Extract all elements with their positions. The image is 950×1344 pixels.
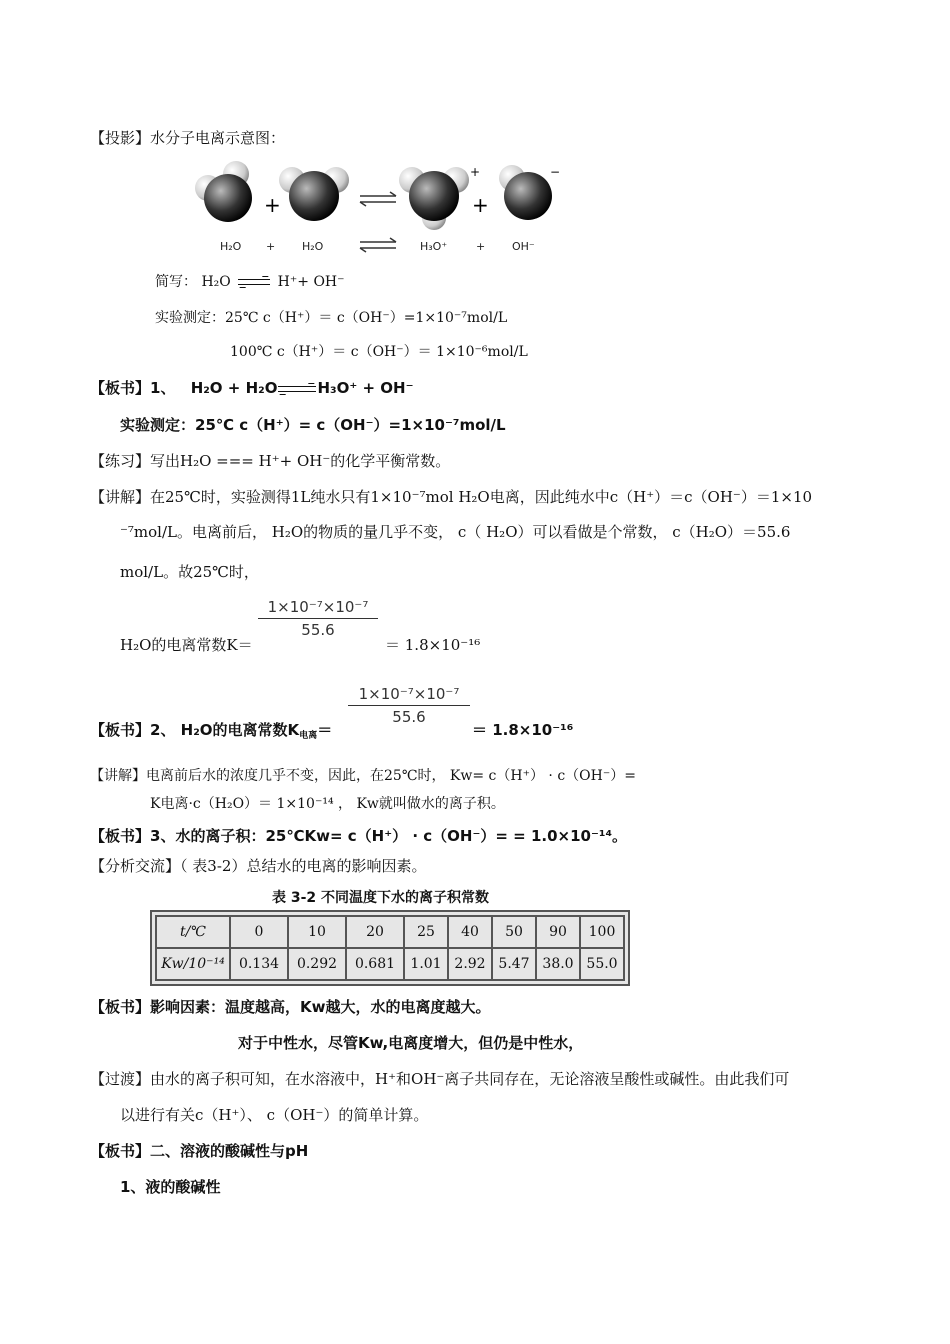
table-cell: 100 — [580, 916, 624, 948]
constant-right: ＝ 1.8×10⁻¹⁶ — [385, 636, 481, 654]
table-cell: Kw/10⁻¹⁴ — [156, 948, 230, 980]
board-eq-2: ＝ — [317, 721, 333, 739]
projection-line — [90, 128, 285, 148]
subscript-ionization: 电离 — [299, 731, 318, 741]
tag-board: 【板书】 — [90, 827, 151, 845]
analysis-line — [90, 856, 426, 876]
board-line-5: 对于中性水，尽管Kw,电离度增大，但仍是中性水， — [238, 1034, 584, 1052]
molecule-diagram — [190, 160, 570, 260]
board-text-3: 3、水的离子积：25℃Kw= c（H⁺） · c（OH⁻）= = 1.0×10⁻¹⁴。 — [150, 827, 628, 845]
explanation-line-5: K电离·c（H₂O）＝ 1×10⁻¹⁴ ， Kw就叫做水的离子积。 — [150, 796, 505, 812]
fraction-2 — [348, 685, 470, 726]
table-cell: 50 — [492, 916, 536, 948]
water-ionization-figure — [190, 160, 570, 260]
explanation-line-1 — [90, 487, 812, 507]
board-products: H₃O⁺ + OH⁻ — [317, 379, 414, 397]
table-cell: 0.681 — [346, 948, 404, 980]
constant-left: H₂O的电离常数K＝ — [120, 636, 253, 654]
table-cell: 0.134 — [230, 948, 288, 980]
fraction-2-bar — [348, 705, 470, 706]
table-cell: 1.01 — [404, 948, 448, 980]
board-measurement: 实验测定：25℃ c（H⁺）= c（OH⁻）=1×10⁻⁷mol/L — [120, 416, 506, 434]
board-text-4: 影响因素：温度越高，Kw越大，水的电离度越大。 — [150, 998, 491, 1016]
analysis-text: （ 表3-2）总结水的电离的影响因素。 — [180, 857, 427, 875]
label-plus-1: + — [266, 240, 276, 253]
negative-charge-sign: − — [550, 165, 561, 179]
board-line-1 — [90, 378, 413, 398]
equilibrium-arrow-icon — [278, 384, 316, 394]
fraction-2-numerator: 1×10⁻⁷×10⁻⁷ — [358, 685, 460, 703]
hydroxide-ion — [499, 165, 552, 220]
table-caption: 表 3-2 不同温度下水的离子积常数 — [272, 890, 490, 906]
explanation-line-3: mol/L。故25℃时， — [120, 563, 259, 581]
board-line-3 — [90, 826, 627, 846]
water-molecule-2 — [279, 167, 349, 221]
shorthand-line — [155, 272, 345, 292]
fraction-1-numerator: 1×10⁻⁷×10⁻⁷ — [267, 598, 369, 616]
table-cell: 2.92 — [448, 948, 492, 980]
table-cell: 20 — [346, 916, 404, 948]
section-heading: 1、液的酸碱性 — [120, 1178, 221, 1196]
table-cell: 0 — [230, 916, 288, 948]
tag-exercise: 【练习】 — [90, 452, 151, 470]
label-h2o-2: H₂O — [302, 240, 324, 253]
board-line-6 — [90, 1141, 308, 1161]
table-cell: 5.47 — [492, 948, 536, 980]
tag-explanation: 【讲解】 — [90, 768, 146, 784]
tag-board: 【板书】 — [90, 1142, 151, 1160]
explanation-line-4 — [90, 766, 636, 786]
equilibrium-arrow — [360, 192, 396, 206]
table-cell: 38.0 — [536, 948, 580, 980]
board-num-1: 1、 — [150, 379, 176, 397]
explanation-line-2: ⁻⁷mol/L。电离前后， H₂O的物质的量几乎不变， c（ H₂O）可以看做是个常数， c（H₂O）＝55.6 — [120, 523, 791, 541]
exercise-line — [90, 451, 450, 471]
table-cell: 10 — [288, 916, 346, 948]
transition-text-1: 由水的离子积可知，在水溶液中，H⁺和OH⁻离子共同存在，无论溶液呈酸性或碱性。由此我们可 — [150, 1070, 790, 1088]
projection-text: 水分子电离示意图： — [150, 129, 286, 147]
label-oh: OH⁻ — [512, 240, 535, 253]
tag-board: 【板书】 — [90, 721, 151, 739]
label-equilibrium-arrow — [360, 238, 396, 252]
kw-table-wrapper — [150, 910, 630, 986]
tag-board: 【板书】 — [90, 379, 151, 397]
measurement-25c: 实验测定：25℃ c（H⁺）＝ c（OH⁻）=1×10⁻⁷mol/L — [155, 310, 508, 326]
equilibrium-arrow-icon — [238, 277, 270, 287]
plus-sign-2: + — [472, 193, 489, 217]
table-cell: t/℃ — [156, 916, 230, 948]
measurement-100c: 100℃ c（H⁺）＝ c（OH⁻）＝ 1×10⁻⁶mol/L — [230, 344, 528, 360]
tag-transition: 【过渡】 — [90, 1070, 151, 1088]
fraction-2-denominator: 55.6 — [392, 708, 426, 726]
shorthand-h2o: H₂O — [201, 274, 231, 290]
board-line-4 — [90, 997, 491, 1017]
label-plus-2: + — [476, 240, 486, 253]
water-molecule-1 — [195, 161, 252, 222]
board-text-2: 2、 H₂O的电离常数K — [150, 721, 300, 739]
fraction-1 — [258, 598, 378, 639]
table-row — [156, 948, 624, 980]
fraction-1-bar — [258, 618, 378, 619]
board-line-2-right: ＝ 1.8×10⁻¹⁶ — [472, 721, 574, 739]
fraction-1-denominator: 55.6 — [301, 621, 335, 639]
label-h2o-1: H₂O — [220, 240, 242, 253]
tag-projection: 【投影】 — [90, 129, 151, 147]
positive-charge-sign: + — [470, 165, 481, 179]
board-text-6: 二、溶液的酸碱性与pH — [150, 1142, 309, 1160]
shorthand-label: 简写： — [155, 274, 197, 290]
table-cell: 40 — [448, 916, 492, 948]
plus-sign-1: + — [264, 193, 281, 217]
table-cell: 0.292 — [288, 948, 346, 980]
table-row — [156, 916, 624, 948]
transition-line-2: 以进行有关c（H⁺）、 c（OH⁻）的简单计算。 — [120, 1106, 429, 1124]
board-line-2 — [90, 720, 332, 740]
exercise-text: 写出H₂O === H⁺+ OH⁻的化学平衡常数。 — [150, 452, 451, 470]
board-reactants: H₂O + H₂O — [190, 379, 278, 397]
transition-line-1 — [90, 1069, 789, 1089]
hydronium-ion — [399, 167, 469, 230]
explanation-text-1: 在25℃时，实验测得1L纯水只有1×10⁻⁷mol H₂O电离，因此纯水中c（H⁺）＝c（OH⁻）＝1×10 — [150, 488, 813, 506]
table-cell: 90 — [536, 916, 580, 948]
label-h3o: H₃O⁺ — [420, 240, 448, 253]
tag-board: 【板书】 — [90, 998, 151, 1016]
table-cell: 25 — [404, 916, 448, 948]
table-cell: 55.0 — [580, 948, 624, 980]
tag-analysis: 【分析交流】 — [90, 857, 181, 875]
kw-table — [155, 915, 625, 981]
shorthand-ions: H⁺+ OH⁻ — [277, 274, 345, 290]
explanation-text-4: 电离前后水的浓度几乎不变，因此，在25℃时， Kw= c（H⁺） · c（OH⁻）= — [146, 768, 636, 784]
tag-explanation: 【讲解】 — [90, 488, 151, 506]
